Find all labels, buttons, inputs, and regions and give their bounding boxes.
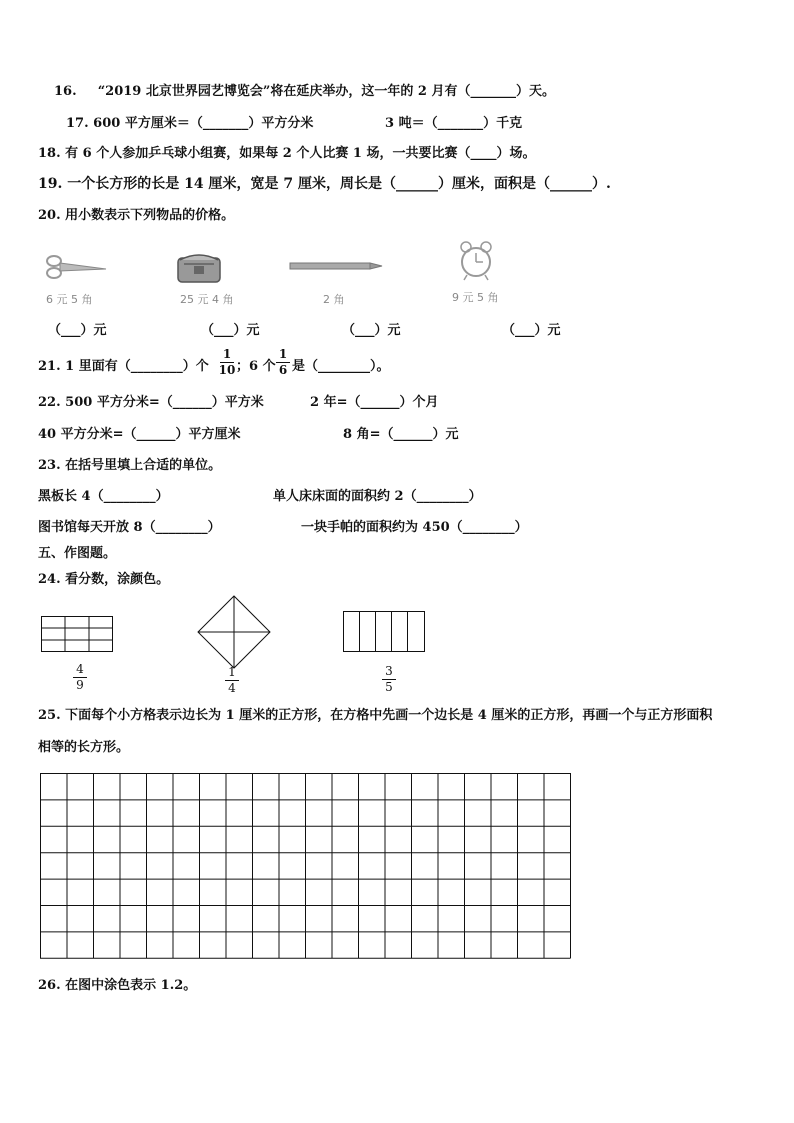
fraction-three-fifths [380,665,398,694]
question-number: 21. [38,359,61,374]
fraction-one-quarter [223,666,241,695]
question-number: 19. [38,176,63,192]
question-number: 20. [38,208,61,223]
rectangle-fifths[interactable] [343,611,425,652]
question-22 [38,395,264,411]
question-23 [38,458,221,474]
question-text: 是（________）。 [292,359,390,374]
question-text: 一个长方形的长是 14 厘米，宽是 7 厘米，周长是（______）厘米，面积是（______）. [67,176,611,192]
question-part-a: 600 平方厘米＝（_______）平方分米 [93,116,314,131]
answer-blank[interactable]: （___）元 [201,323,260,338]
question-part-c: 40 平方分米=（______）平方厘米 [38,427,241,442]
question-16 [54,84,555,100]
question-22-c [38,427,241,443]
rhombus-quarters[interactable] [197,595,271,669]
fraction-denominator: 9 [76,678,84,692]
question-part-a: 500 平方分米=（______）平方米 [65,395,264,410]
fraction-four-ninths [71,663,89,692]
question-text: 在括号里填上合适的单位。 [65,458,222,473]
fraction-one-sixth [274,348,292,377]
fraction-numerator: 4 [76,662,84,676]
fraction-denominator: 4 [228,681,236,695]
question-number: 25. [38,708,61,723]
pencil-case-icon [176,250,222,284]
answer-blank[interactable]: （___）元 [342,323,401,338]
price-label: 6 元 5 角 [46,293,93,306]
question-21-end [292,359,390,375]
question-part-d: 一块手帕的面积约为 450（________） [301,520,528,535]
question-23-b [273,489,482,505]
question-number: 24. [38,572,61,587]
question-23-a [38,489,169,505]
section-heading: 五、作图题。 [38,546,117,561]
question-17-b [385,116,522,132]
question-number: 22. [38,395,61,410]
square-grid[interactable] [40,773,571,959]
question-20 [38,208,234,224]
question-text: 用小数表示下列物品的价格。 [65,208,235,223]
question-part-b: 2 年=（______）个月 [310,395,439,410]
question-26 [38,978,196,994]
question-text: 在图中涂色表示 1.2。 [65,978,197,993]
fraction-numerator: 1 [278,347,288,361]
question-17 [66,116,313,132]
fraction-one-tenth [218,348,236,377]
question-number: 18. [38,146,61,161]
question-text: 下面每个小方格表示边长为 1 厘米的正方形，在方格中先画一个边长是 4 厘米的正方形，再画一个与正方形面积 [65,708,713,723]
question-text: 有 6 个人参加乒乓球小组赛，如果每 2 个人比赛 1 场，一共要比赛（____）场。 [65,146,536,161]
question-number: 23. [38,458,61,473]
question-text: 1 里面有（________）个 [65,359,209,374]
fraction-denominator: 10 [218,363,236,377]
fraction-numerator: 1 [228,665,236,679]
question-21 [38,359,209,375]
question-19 [38,176,611,192]
fraction-numerator: 3 [385,664,393,678]
question-25 [38,708,712,724]
question-part-a: 黑板长 4（________） [38,489,169,504]
fraction-denominator: 5 [385,680,393,694]
price-label: 9 元 5 角 [452,291,499,304]
question-text: 看分数，涂颜色。 [65,572,170,587]
pencil-icon [290,261,384,271]
question-part-b: 3 吨＝（_______）千克 [385,116,523,131]
question-text: ；6 个 [236,359,276,374]
question-number: 16. [54,84,77,99]
question-text: 相等的长方形。 [38,740,130,755]
fraction-denominator: 6 [278,363,288,377]
answer-blank[interactable]: （___）元 [48,323,107,338]
scissors-icon [44,252,110,282]
alarm-clock-icon [458,240,494,282]
question-23-d [301,520,528,536]
question-25-line2 [38,740,129,756]
question-22-b [310,395,438,411]
question-text: “2019 北京世界园艺博览会”将在延庆举办，这一年的 2 月有（_______）天。 [97,84,555,99]
question-18 [38,146,535,162]
answer-blank[interactable]: （___）元 [502,323,561,338]
question-part-d: 8 角=（______）元 [343,427,459,442]
question-number: 26. [38,978,61,993]
question-22-d [343,427,458,443]
question-24 [38,572,169,588]
question-21-mid [236,359,276,375]
question-part-c: 图书馆每天开放 8（________） [38,520,221,535]
question-part-b: 单人床床面的面积约 2（________） [273,489,482,504]
question-23-c [38,520,221,536]
price-label: 25 元 4 角 [180,293,234,306]
rectangle-grid-3x3[interactable] [41,616,113,652]
fraction-numerator: 1 [222,347,232,361]
question-number: 17. [66,116,89,131]
price-label: 2 角 [323,293,345,306]
